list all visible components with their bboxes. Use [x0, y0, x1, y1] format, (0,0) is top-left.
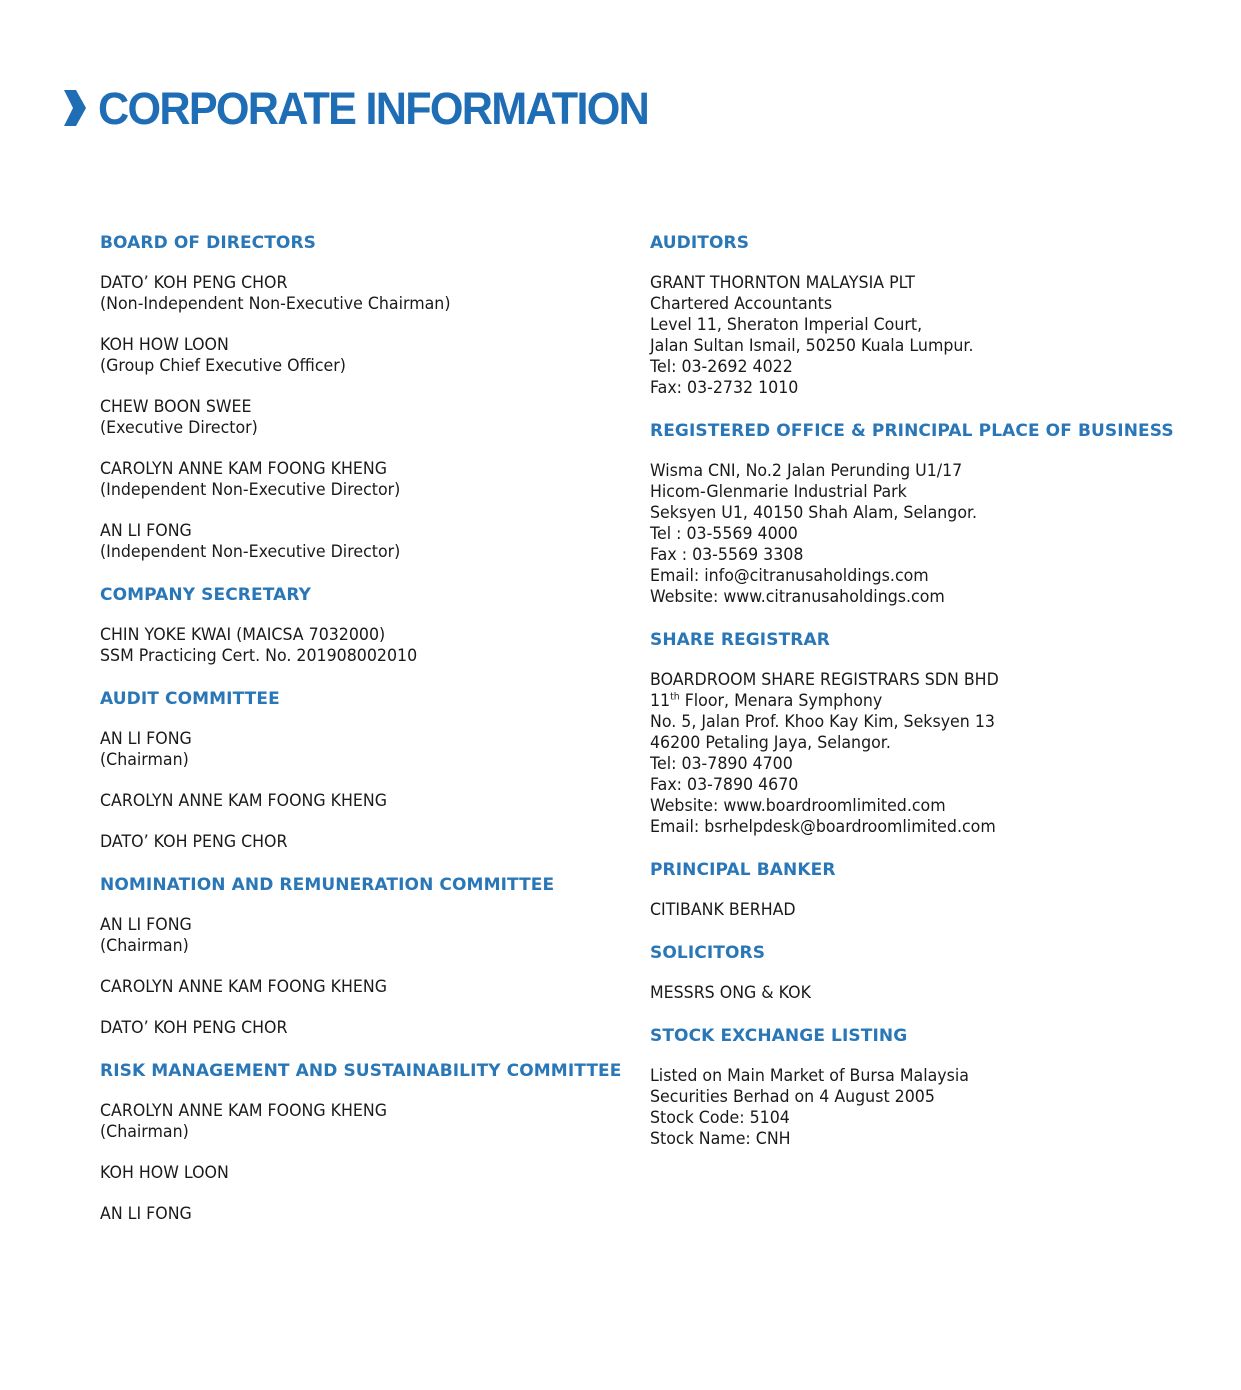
entry-name: CHIN YOKE KWAI (MAICSA 7032000)	[100, 625, 386, 645]
entry-detail: (Chairman)	[100, 1122, 189, 1142]
entry-detail: Seksyen U1, 40150 Shah Alam, Selangor.	[650, 503, 978, 523]
entry-detail: 46200 Petaling Jaya, Selangor.	[650, 733, 891, 753]
info-entry	[100, 915, 630, 957]
entry-detail: Tel : 03-5569 4000	[650, 524, 798, 544]
section-heading: SHARE REGISTRAR	[650, 630, 830, 650]
info-entry	[100, 1163, 630, 1184]
section-risk-management-and-sustainability-committee	[100, 1059, 630, 1225]
section-auditors	[650, 231, 1210, 399]
entry-detail: Fax: 03-2732 1010	[650, 378, 799, 398]
info-entry	[100, 397, 630, 439]
entry-name: KOH HOW LOON	[100, 1163, 229, 1183]
entry-detail: Tel: 03-7890 4700	[650, 754, 793, 774]
entry-name: CITIBANK BERHAD	[650, 900, 796, 920]
chevron-right-icon	[62, 90, 88, 126]
info-entry	[100, 729, 630, 771]
entry-name: AN LI FONG	[100, 1204, 192, 1224]
info-entry	[650, 461, 1210, 608]
entry-name: AN LI FONG	[100, 915, 192, 935]
entry-detail: Stock Code: 5104	[650, 1108, 790, 1128]
entry-detail: (Chairman)	[100, 936, 189, 956]
entry-detail: Jalan Sultan Ismail, 50250 Kuala Lumpur.	[650, 336, 974, 356]
entry-name: CAROLYN ANNE KAM FOONG KHENG	[100, 459, 387, 479]
section-heading: STOCK EXCHANGE LISTING	[650, 1026, 908, 1046]
page-title	[62, 78, 671, 138]
entry-name: AN LI FONG	[100, 521, 192, 541]
entry-detail: Stock Name: CNH	[650, 1129, 791, 1149]
info-entry	[650, 273, 1210, 399]
entry-detail: Fax : 03-5569 3308	[650, 545, 804, 565]
entry-name: CAROLYN ANNE KAM FOONG KHENG	[100, 1101, 387, 1121]
entry-name: DATO’ KOH PENG CHOR	[100, 1018, 288, 1038]
entry-detail: (Independent Non-Executive Director)	[100, 480, 401, 500]
entry-name: AN LI FONG	[100, 729, 192, 749]
entry-name: CAROLYN ANNE KAM FOONG KHENG	[100, 977, 387, 997]
right-column	[650, 231, 1210, 1170]
entry-name: KOH HOW LOON	[100, 335, 229, 355]
entry-detail: SSM Practicing Cert. No. 201908002010	[100, 646, 418, 666]
section-share-registrar	[650, 628, 1210, 838]
info-entry	[100, 335, 630, 377]
left-column	[100, 231, 630, 1245]
entry-name: CHEW BOON SWEE	[100, 397, 252, 417]
entry-detail: (Non-Independent Non-Executive Chairman)	[100, 294, 451, 314]
entry-name: BOARDROOM SHARE REGISTRARS SDN BHD	[650, 670, 999, 690]
info-entry	[100, 832, 630, 853]
section-stock-exchange-listing	[650, 1024, 1210, 1150]
info-entry	[100, 1204, 630, 1225]
entry-name: DATO’ KOH PENG CHOR	[100, 832, 288, 852]
info-entry	[650, 1066, 1210, 1150]
section-heading: RISK MANAGEMENT AND SUSTAINABILITY COMMITTEE	[100, 1061, 622, 1081]
info-entry	[100, 1101, 630, 1143]
entry-name: Wisma CNI, No.2 Jalan Perunding U1/17	[650, 461, 963, 481]
section-heading: NOMINATION AND REMUNERATION COMMITTEE	[100, 875, 555, 895]
section-heading: SOLICITORS	[650, 943, 766, 963]
info-entry	[100, 273, 630, 315]
section-solicitors	[650, 941, 1210, 1004]
entry-name: DATO’ KOH PENG CHOR	[100, 273, 288, 293]
section-nomination-and-remuneration-committee	[100, 873, 630, 1039]
entry-detail: Email: info@citranusaholdings.com	[650, 566, 929, 586]
entry-detail: Securities Berhad on 4 August 2005	[650, 1087, 935, 1107]
info-entry	[650, 900, 1210, 921]
info-entry	[100, 1018, 630, 1039]
section-heading: COMPANY SECRETARY	[100, 585, 311, 605]
section-registered-office-principal-place-of-business	[650, 419, 1210, 608]
entry-name: GRANT THORNTON MALAYSIA PLT	[650, 273, 915, 293]
info-entry	[650, 670, 1210, 838]
entry-detail: No. 5, Jalan Prof. Khoo Kay Kim, Seksyen 13	[650, 712, 995, 732]
entry-detail: Hicom-Glenmarie Industrial Park	[650, 482, 907, 502]
info-entry	[100, 459, 630, 501]
entry-detail: Fax: 03-7890 4670	[650, 775, 799, 795]
entry-detail: Website: www.boardroomlimited.com	[650, 796, 946, 816]
entry-detail: (Chairman)	[100, 750, 189, 770]
section-heading: AUDITORS	[650, 233, 750, 253]
entry-detail: (Group Chief Executive Officer)	[100, 356, 346, 376]
entry-name: CAROLYN ANNE KAM FOONG KHENG	[100, 791, 387, 811]
entry-name: Listed on Main Market of Bursa Malaysia	[650, 1066, 969, 1086]
info-entry	[100, 521, 630, 563]
entry-detail: Email: bsrhelpdesk@boardroomlimited.com	[650, 817, 996, 837]
info-entry	[100, 977, 630, 998]
info-entry	[100, 625, 630, 667]
section-audit-committee	[100, 687, 630, 853]
entry-detail: Tel: 03-2692 4022	[650, 357, 793, 377]
entry-name: MESSRS ONG & KOK	[650, 983, 811, 1003]
section-company-secretary	[100, 583, 630, 667]
entry-detail: 11th Floor, Menara Symphony	[650, 691, 883, 711]
section-heading: PRINCIPAL BANKER	[650, 860, 836, 880]
section-heading: BOARD OF DIRECTORS	[100, 233, 317, 253]
entry-detail: Website: www.citranusaholdings.com	[650, 587, 945, 607]
section-principal-banker	[650, 858, 1210, 921]
entry-detail: Level 11, Sheraton Imperial Court,	[650, 315, 923, 335]
entry-detail: (Independent Non-Executive Director)	[100, 542, 401, 562]
entry-detail: (Executive Director)	[100, 418, 258, 438]
info-entry	[650, 983, 1210, 1004]
page-title-text: CORPORATE INFORMATION	[98, 82, 649, 134]
entry-detail: Chartered Accountants	[650, 294, 833, 314]
section-heading: REGISTERED OFFICE & PRINCIPAL PLACE OF BUSINESS	[650, 421, 1174, 441]
section-heading: AUDIT COMMITTEE	[100, 689, 280, 709]
info-entry	[100, 791, 630, 812]
section-board-of-directors	[100, 231, 630, 563]
